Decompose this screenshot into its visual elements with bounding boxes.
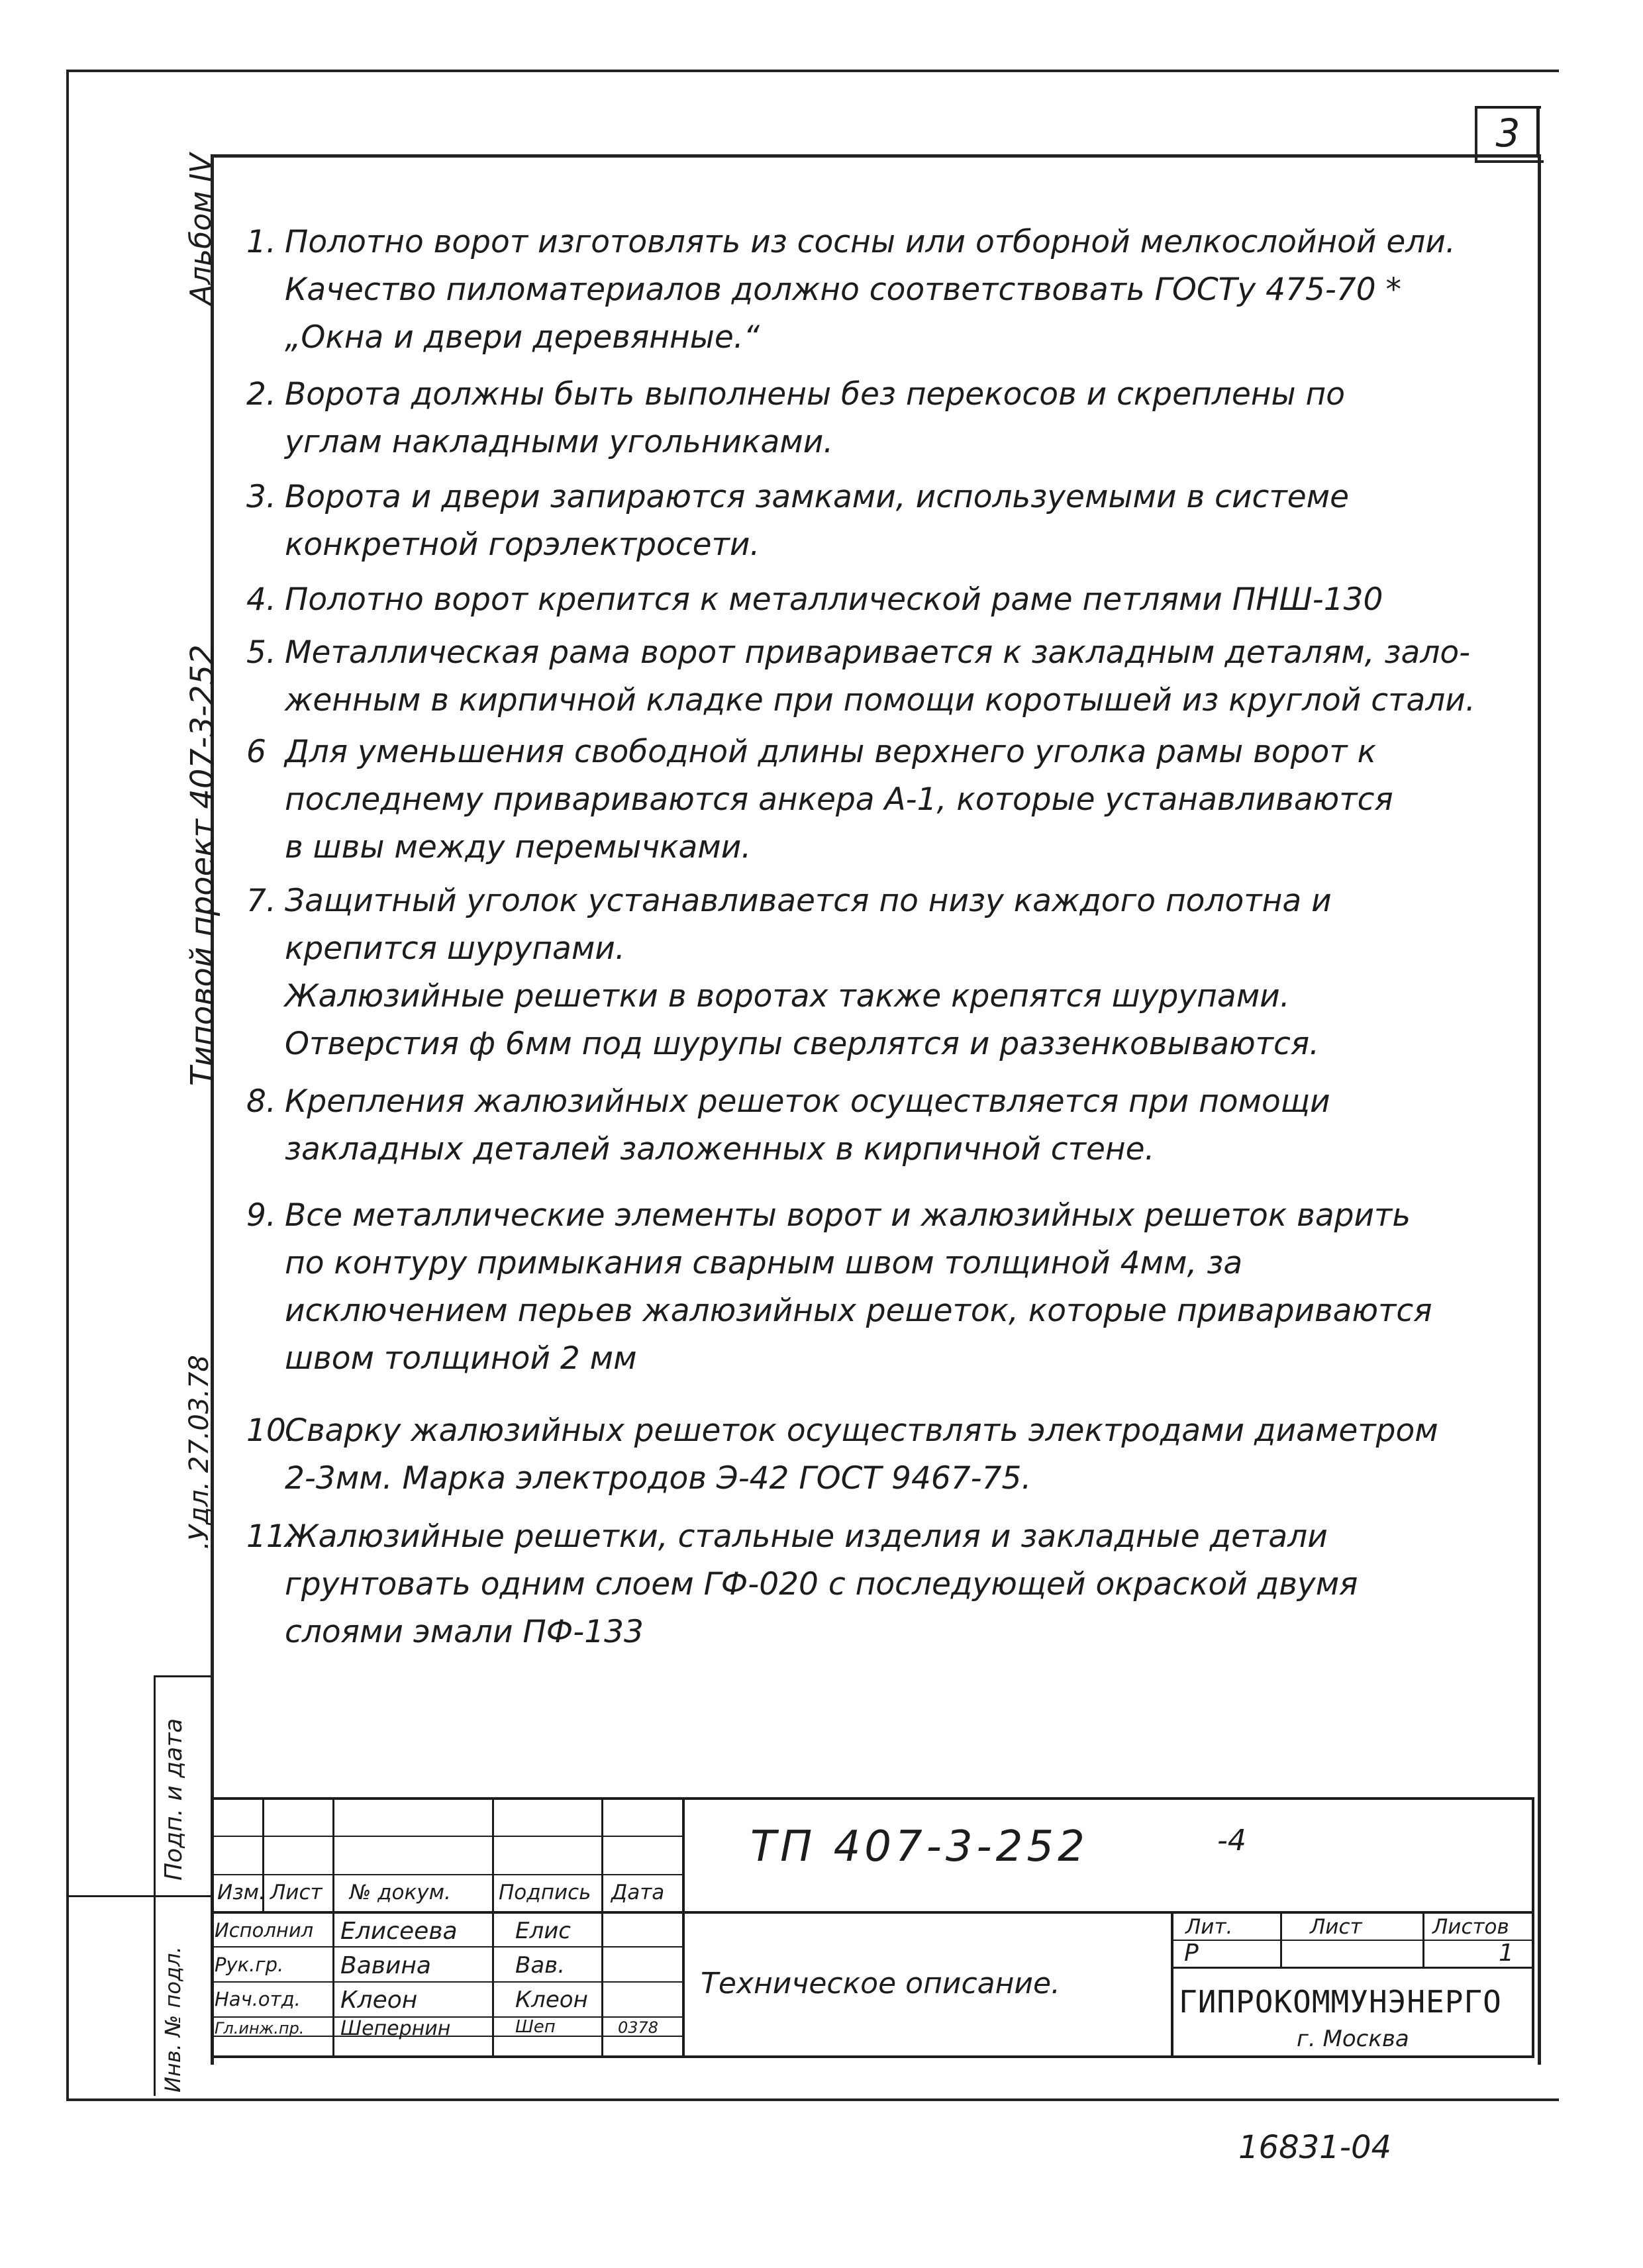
item-text: Все металлические элементы ворот и жалюзийных решеток варить по контуру примыкания сварным швом толщиной 4мм, за исключением перьев жалюзийных решеток, которые привариваются швом толщиной 2 мм (285, 1197, 1432, 1377)
project-label: Типовой проект 407-3-252 (184, 644, 221, 1086)
col-sign-label: Подпись (499, 1881, 591, 1904)
item-number: 3. (246, 479, 276, 515)
sheets-label: Листов (1432, 1915, 1509, 1939)
role-name: Вавина (340, 1952, 431, 1979)
organization-name: ГИПРОКОММУНЭНЕРГО (1179, 1984, 1502, 2020)
col-date-label: Дата (611, 1881, 665, 1904)
document-code: ТП 407-3-252 (750, 1822, 1089, 1871)
tb-row-line (211, 1836, 684, 1837)
item-number: 2. (246, 376, 276, 413)
organization-city: г. Москва (1297, 2026, 1409, 2052)
item-number: 10. (246, 1412, 296, 1449)
inv-no-label: Инв. № подл. (160, 1946, 185, 2093)
item-text: Ворота должны быть выполнены без перекосов и скреплены по углам накладными угольниками. (285, 376, 1346, 460)
margin-mid-line (66, 1895, 211, 1897)
item-number: 4. (246, 581, 276, 618)
tb-col-line (332, 1797, 334, 2058)
tb-row-line (211, 1981, 684, 1983)
tb-col-line (682, 1797, 685, 2058)
album-label: Альбом IV (184, 153, 218, 305)
item-number: 7. (246, 883, 276, 919)
item-text: Сварку жалюзийных решеток осуществлять электродами диаметром 2-3мм. Марка электродов Э-42 ГОСТ 9467-75. (285, 1412, 1438, 1497)
item-number: 11. (246, 1518, 296, 1555)
role-signature: Елис (515, 1918, 572, 1944)
inventory-date: .Удл. 27.03.78 (184, 1355, 215, 1550)
item-number: 8. (246, 1083, 276, 1120)
tb-bottom-line (211, 2055, 1534, 2058)
role-label: Нач.отд. (215, 1988, 301, 2010)
role-label: Рук.гр. (215, 1953, 284, 1976)
sheet-label: Лист (1310, 1915, 1362, 1939)
role-name: Шепернин (340, 2017, 451, 2040)
item-number: 5. (246, 634, 276, 671)
item-text: Металлическая рама ворот приваривается к закладным деталям, зало- женным в кирпичной кладке при помощи коротышей из круглой стали. (285, 634, 1475, 718)
margin-top-line (154, 1675, 211, 1677)
item-text: Полотно ворот изготовлять из сосны или отборной мелкослойной ели. Качество пиломатериалов должно соответствовать ГОСТу 475-70 * „Окна и двери деревянные.“ (285, 224, 1456, 356)
tb-mid-line (211, 1911, 1534, 1914)
tb-right-row-line (1171, 1967, 1534, 1969)
sign-date-label: Подп. и дата (160, 1718, 187, 1881)
col-izm-label: Изм. (217, 1881, 266, 1904)
item-number: 9. (246, 1197, 276, 1234)
item-number: 6 (246, 734, 266, 770)
tb-right-row-line (1171, 1940, 1534, 1941)
tb-right-col-line (1280, 1911, 1282, 1968)
tb-col-line (492, 1797, 494, 2058)
role-name: Елисеева (340, 1918, 458, 1945)
item-text: Ворота и двери запираются замками, используемыми в системе конкретной горэлектросети. (285, 479, 1350, 563)
document-code-suffix: -4 (1217, 1824, 1246, 1857)
item-number: 1. (246, 224, 276, 260)
item-text: Полотно ворот крепится к металлической раме петлями ПНШ-130 (285, 581, 1383, 618)
lit-value: Р (1184, 1940, 1199, 1967)
role-label: Гл.инж.пр. (215, 2019, 305, 2038)
tb-row-line (211, 1874, 684, 1875)
tb-col-line (601, 1797, 603, 2058)
role-signature: Клеон (515, 1987, 588, 2013)
title-block (211, 1797, 1534, 2058)
footer-code: 16831-04 (1238, 2129, 1392, 2166)
item-text: Жалюзийные решетки, стальные изделия и закладные детали грунтовать одним слоем ГФ-020 с последующей окраской двумя слоями эмали ПФ-133 (285, 1518, 1358, 1650)
col-doc-label: № докум. (350, 1881, 451, 1904)
item-text: Для уменьшения свободной длины верхнего уголка рамы ворот к последнему привариваются анкера А-1, которые устанавливаются в швы между перемычками. (285, 734, 1393, 865)
margin-col-line (154, 1675, 156, 2096)
tb-right-line (1532, 1797, 1534, 2058)
item-text: Крепления жалюзийных решеток осуществляется при помощи закладных деталей заложенных в кирпичной стене. (285, 1083, 1330, 1167)
role-signature: Шеп (515, 2017, 556, 2037)
sheets-value: 1 (1499, 1940, 1514, 1967)
tb-right-col-line (1171, 1911, 1173, 2058)
tb-right-col-line (1422, 1911, 1424, 1968)
sheet-number: 3 (1495, 111, 1520, 156)
role-name: Клеон (340, 1987, 418, 2014)
tb-top-line (211, 1797, 1534, 1800)
tb-row-line (211, 1946, 684, 1948)
document-title: Техническое описание. (701, 1967, 1061, 2000)
item-text: Защитный уголок устанавливается по низу каждого полотна и крепится шурупами. Жалюзийные решетки в воротах также крепятся шурупами. Отверстия ф 6мм под шурупы сверлятся и раззенковываются. (285, 883, 1332, 1062)
role-date: 0378 (618, 2018, 659, 2037)
role-signature: Вав. (515, 1952, 566, 1979)
role-label: Исполнил (215, 1919, 314, 1942)
lit-label: Лит. (1185, 1915, 1233, 1939)
col-list-label: Лист (270, 1881, 323, 1904)
